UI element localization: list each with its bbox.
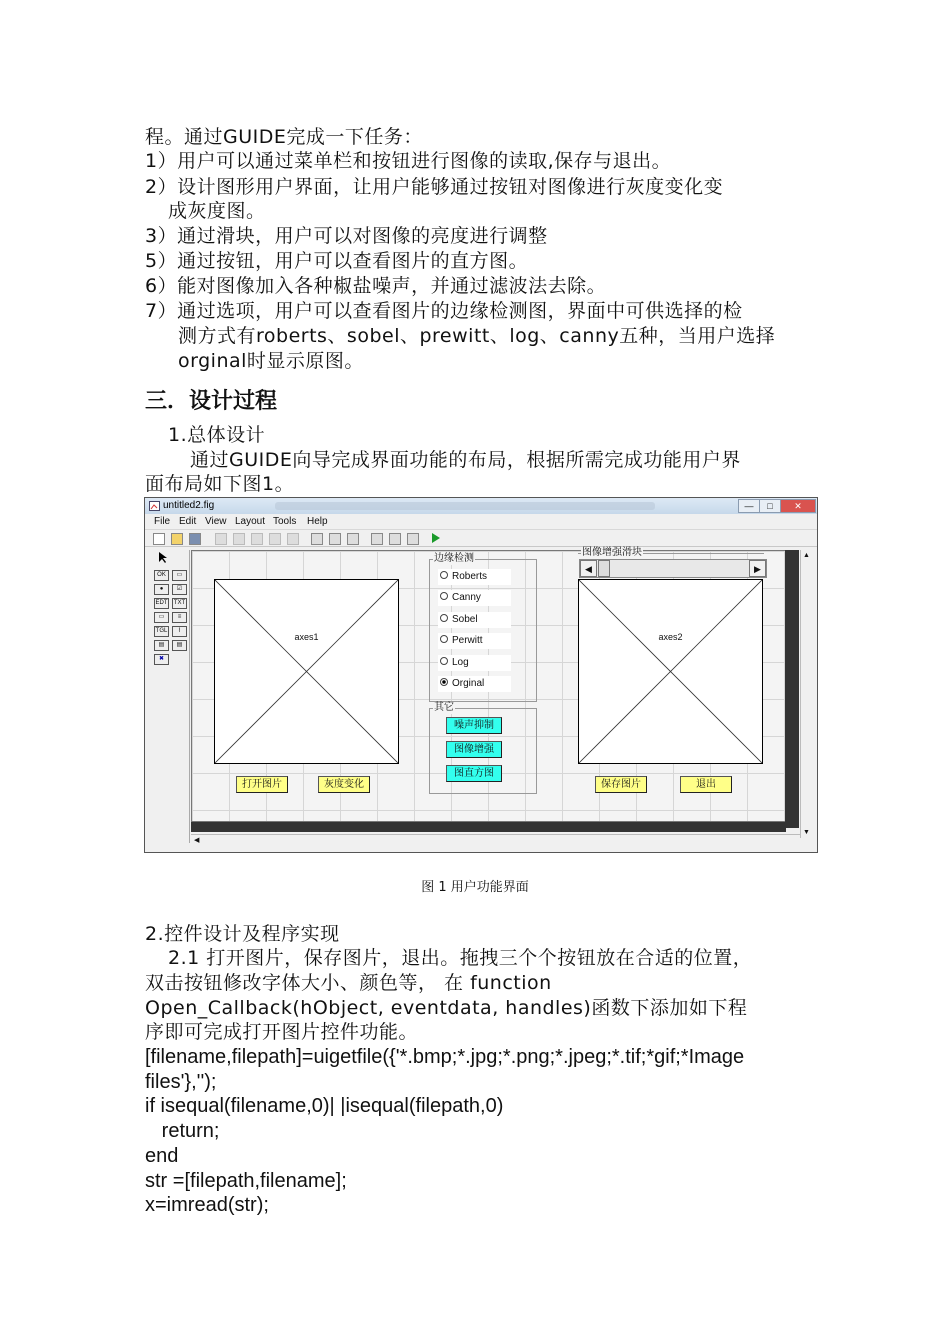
horizontal-scrollbar[interactable] <box>191 834 800 847</box>
figure-icon <box>149 501 160 511</box>
save-image-button[interactable]: 保存图片 <box>595 776 647 793</box>
radio-dot <box>440 614 448 622</box>
subheading-overall-design: 1.总体设计 <box>168 424 266 446</box>
text-line-8: 7）通过选项，用户可以查看图片的边缘检测图，界面中可供选择的检 <box>145 300 743 322</box>
menu-layout[interactable]: Layout <box>235 516 266 527</box>
window-title: untitled2.fig <box>163 500 215 511</box>
cut-icon[interactable] <box>215 533 227 545</box>
pushbutton-tool-icon[interactable]: OK <box>154 570 169 581</box>
para2-line-1: 2.1 打开图片，保存图片，退出。拖拽三个个按钮放在合适的位置， <box>168 947 753 969</box>
slider-panel-title: 图像增强滑块 <box>582 547 642 558</box>
slider-right-arrow-icon[interactable]: ▶ <box>749 560 766 577</box>
run-icon[interactable] <box>431 533 441 543</box>
figure-caption: 图 1 用户功能界面 <box>421 880 529 895</box>
para2-line-3: Open_Callback(hObject, eventdata, handles)函数下添加如下程 <box>145 997 748 1019</box>
text-line-9: 测方式有roberts、sobel、prewitt、log、canny五种，当用户选择 <box>178 325 776 347</box>
menu-help[interactable]: Help <box>307 516 328 527</box>
axes1-label: axes1 <box>294 632 319 642</box>
section-heading: 三．设计过程 <box>145 389 278 414</box>
text-line-6: 5）通过按钮，用户可以查看图片的直方图。 <box>145 250 529 272</box>
axes2[interactable] <box>578 579 763 764</box>
slider-tool-icon[interactable]: ▭ <box>172 570 187 581</box>
exit-button[interactable]: 退出 <box>680 776 732 793</box>
radio-perwitt[interactable] <box>438 633 511 649</box>
canvas-bottom-border <box>191 822 786 832</box>
axes1[interactable] <box>214 579 399 764</box>
code-line-2: files'},''); <box>145 1071 217 1093</box>
undo-icon[interactable] <box>269 533 281 545</box>
panel-tool-icon[interactable]: ▤ <box>154 640 169 651</box>
close-button[interactable]: ✕ <box>780 499 816 513</box>
axes2-cross <box>579 580 762 763</box>
canvas-right-border <box>785 550 799 828</box>
radio-dot <box>440 592 448 600</box>
toolbar <box>145 529 817 547</box>
brightness-slider[interactable] <box>579 559 767 578</box>
save-icon[interactable] <box>189 533 201 545</box>
radio-dot <box>440 571 448 579</box>
blurred-path <box>275 502 655 510</box>
para1-line-2: 面布局如下图1。 <box>145 473 295 495</box>
slider-thumb[interactable] <box>598 560 610 577</box>
component-palette <box>151 550 190 843</box>
text-line-5: 3）通过滑块，用户可以对图像的亮度进行调整 <box>145 225 548 247</box>
maximize-button[interactable]: □ <box>759 499 781 513</box>
edit-text-tool-icon[interactable]: EDT <box>154 598 169 609</box>
text-line-2: 1）用户可以通过菜单栏和按钮进行图像的读取,保存与退出。 <box>145 150 672 172</box>
popup-menu-tool-icon[interactable]: ▭ <box>154 612 169 623</box>
listbox-tool-icon[interactable]: ≡ <box>172 612 187 623</box>
layout-canvas[interactable] <box>191 547 786 822</box>
text-line-3: 2）设计图形用户界面，让用户能够通过按钮对图像进行灰度变化变 <box>145 176 724 198</box>
vertical-scrollbar[interactable] <box>800 550 813 838</box>
slider-left-arrow-icon[interactable]: ◀ <box>580 560 597 577</box>
radio-sobel[interactable] <box>438 612 511 628</box>
scroll-up-icon[interactable]: ▲ <box>803 552 810 559</box>
checkbox-tool-icon[interactable]: ☑ <box>172 584 187 595</box>
radio-perwitt-label: Perwitt <box>452 635 483 646</box>
para2-line-2: 双击按钮修改字体大小、颜色等， 在 function <box>145 972 552 994</box>
align-icon[interactable] <box>311 533 323 545</box>
radiobutton-tool-icon[interactable]: ● <box>154 584 169 595</box>
subheading-control-design: 2.控件设计及程序实现 <box>145 923 340 945</box>
menu-editor-icon[interactable] <box>329 533 341 545</box>
menu-file[interactable]: File <box>154 516 171 527</box>
radio-sobel-label: Sobel <box>452 614 478 625</box>
text-line-10: orginal时显示原图。 <box>178 350 364 372</box>
copy-icon[interactable] <box>233 533 245 545</box>
toggle-tool-icon[interactable]: TGL <box>154 626 169 637</box>
select-arrow-icon[interactable] <box>158 552 168 564</box>
open-folder-icon[interactable] <box>171 533 183 545</box>
noise-suppress-button[interactable]: 噪声抑制 <box>446 717 502 734</box>
activex-tool-icon[interactable]: ✖ <box>154 654 169 665</box>
image-enhance-button[interactable]: 图像增强 <box>446 741 502 758</box>
code-line-1: [filename,filepath]=uigetfile({'*.bmp;*.jpg;*.png;*.jpeg;*.tif;*gif;*Image <box>145 1046 745 1068</box>
radio-dot <box>440 635 448 643</box>
code-line-3: if isequal(filename,0)| |isequal(filepath,0) <box>145 1095 504 1117</box>
code-line-7: x=imread(str); <box>145 1194 269 1216</box>
edge-panel-title: 边缘检测 <box>434 553 474 564</box>
paste-icon[interactable] <box>251 533 263 545</box>
redo-icon[interactable] <box>287 533 299 545</box>
code-line-4: return; <box>145 1120 220 1142</box>
radio-canny-label: Canny <box>452 592 481 603</box>
mfile-editor-icon[interactable] <box>371 533 383 545</box>
minimize-button[interactable]: — <box>738 499 760 513</box>
radio-dot <box>440 657 448 665</box>
other-panel-title: 其它 <box>434 702 454 713</box>
guide-window-figure <box>144 497 818 853</box>
para1-line-1: 通过GUIDE向导完成界面功能的布局，根据所需完成功能用户界 <box>190 449 741 471</box>
code-line-6: str =[filepath,filename]; <box>145 1170 347 1192</box>
radio-log-label: Log <box>452 657 469 668</box>
axes1-cross <box>215 580 398 763</box>
text-line-4: 成灰度图。 <box>168 200 266 222</box>
para2-line-4: 序即可完成打开图片控件功能。 <box>145 1021 419 1043</box>
radio-log[interactable] <box>438 655 511 671</box>
window-titlebar <box>145 498 817 514</box>
scroll-left-icon[interactable]: ◀ <box>194 837 200 844</box>
radio-roberts-label: Roberts <box>452 571 488 582</box>
edge-detection-panel <box>429 553 537 702</box>
radio-canny[interactable] <box>438 590 511 606</box>
radio-orginal[interactable] <box>438 676 511 692</box>
axes-tool-icon[interactable]: ⌇ <box>172 626 187 637</box>
text-line-7: 6）能对图像加入各种椒盐噪声，并通过滤波法去除。 <box>145 275 607 297</box>
menu-bar <box>145 515 817 528</box>
tab-order-icon[interactable] <box>347 533 359 545</box>
open-image-button[interactable]: 打开图片 <box>236 776 288 793</box>
button-group-tool-icon[interactable]: ▤ <box>172 640 187 651</box>
code-line-5: end <box>145 1145 179 1167</box>
property-inspector-icon[interactable] <box>389 533 401 545</box>
radio-orginal-label: Orginal <box>452 678 485 689</box>
menu-view[interactable]: View <box>205 516 227 527</box>
other-panel <box>429 702 537 794</box>
scroll-down-icon[interactable]: ▼ <box>803 829 810 836</box>
histogram-button[interactable]: 图直方图 <box>446 765 502 782</box>
menu-edit[interactable]: Edit <box>179 516 197 527</box>
gray-change-button[interactable]: 灰度变化 <box>318 776 370 793</box>
menu-tools[interactable]: Tools <box>273 516 297 527</box>
text-line-1: 程。通过GUIDE完成一下任务： <box>145 126 423 148</box>
radio-dot-selected <box>440 678 448 686</box>
object-browser-icon[interactable] <box>407 533 419 545</box>
static-text-tool-icon[interactable]: TXT <box>172 598 187 609</box>
axes2-label: axes2 <box>658 632 683 642</box>
new-icon[interactable] <box>153 533 165 545</box>
radio-roberts[interactable] <box>438 569 511 585</box>
